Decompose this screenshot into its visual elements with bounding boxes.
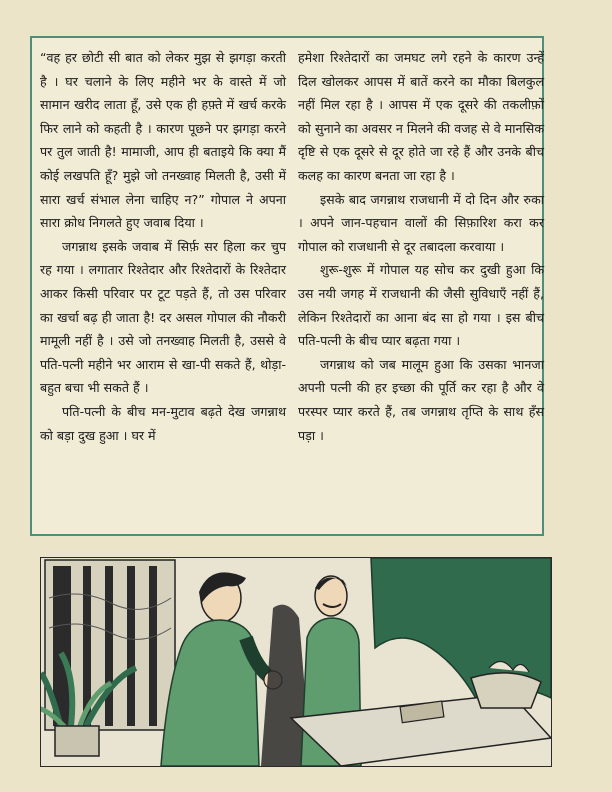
paragraph: शुरू-शुरू में गोपाल यह सोच कर दुखी हुआ कि उस नयी जगह में राजधानी की जैसी सुविधाएँ नहीं हैं, लेकिन रिश्तेदारों का आना बंद सा हो गया । इस बीच पति-पत्नी के बीच प्यार बढ़ता गया । [298, 262, 544, 349]
story-column-right [298, 46, 544, 447]
story-column-left [40, 46, 286, 447]
paragraph: जगन्नाथ इसके जवाब में सिर्फ़ सर हिला कर चुप रह गया । लगातार रिश्तेदार और रिश्तेदारों के रिश्तेदार आकर किसी परिवार पर टूट पड़ते हैं, तो उस परिवार का खर्चा बढ़ ही जाता है! दर असल गोपाल की नौकरी मामूली नहीं है । उसे जो तनख्वाह मिलती है, उससे वे पति-पत्नी महीने भर आराम से खा-पी सकते हैं, थोड़ा-बहुत बचा भी सकते हैं । [40, 238, 286, 396]
story-text-frame [30, 36, 544, 536]
paragraph: जगन्नाथ को जब मालूम हुआ कि उसका भानजा अपनी पत्नी की हर इच्छा की पूर्ति कर रहा है और वे परस्पर प्यार करते हैं, तब जगन्नाथ तृप्ति के साथ हँस पड़ा । [298, 356, 544, 443]
illustration-drawing [41, 558, 551, 766]
paragraph: पति-पत्नी के बीच मन-मुटाव बढ़ते देख जगन्नाथ को बड़ा दुख हुआ । घर में [40, 403, 286, 443]
paragraph: हमेशा रिश्तेदारों का जमघट लगे रहने के कारण उन्हें दिल खोलकर आपस में बातें करने का मौका बिलकुल नहीं मिल रहा है । आपस में एक दूसरे की तकलीफ़ों को सुनाने का अवसर न मिलने की वजह से वे मानसिक दृष्टि से एक दूसरे से दूर होते जा रहे हैं और उनके बीच कलह का कारण बनता जा रहा है । [298, 50, 544, 183]
paragraph: इसके बाद जगन्नाथ राजधानी में दो दिन और रुका । अपने जान-पहचान वालों की सिफ़ारिश करा कर गोपाल को राजधानी से दूर तबादला करवाया । [298, 191, 544, 254]
paragraph: “वह हर छोटी सी बात को लेकर मुझ से झगड़ा करती है । घर चलाने के लिए महीने भर के वास्ते में जो सामान खरीद लाता हूँ, उसे एक ही हफ़्ते में खर्च करके फिर लाने को कहती है । कारण पूछने पर झगड़ा करने पर तुल जाती है! मामाजी, आप ही बताइये कि क्या मैं कोई लखपति हूँ? मुझे जो तनख्वाह मिलती है, उसी में सारा खर्च संभाल लेना चाहिए न?” गोपाल ने अपना सारा क्रोध निगलते हुए जवाब दिया । [40, 50, 286, 231]
window [45, 560, 175, 730]
story-illustration [40, 557, 552, 767]
